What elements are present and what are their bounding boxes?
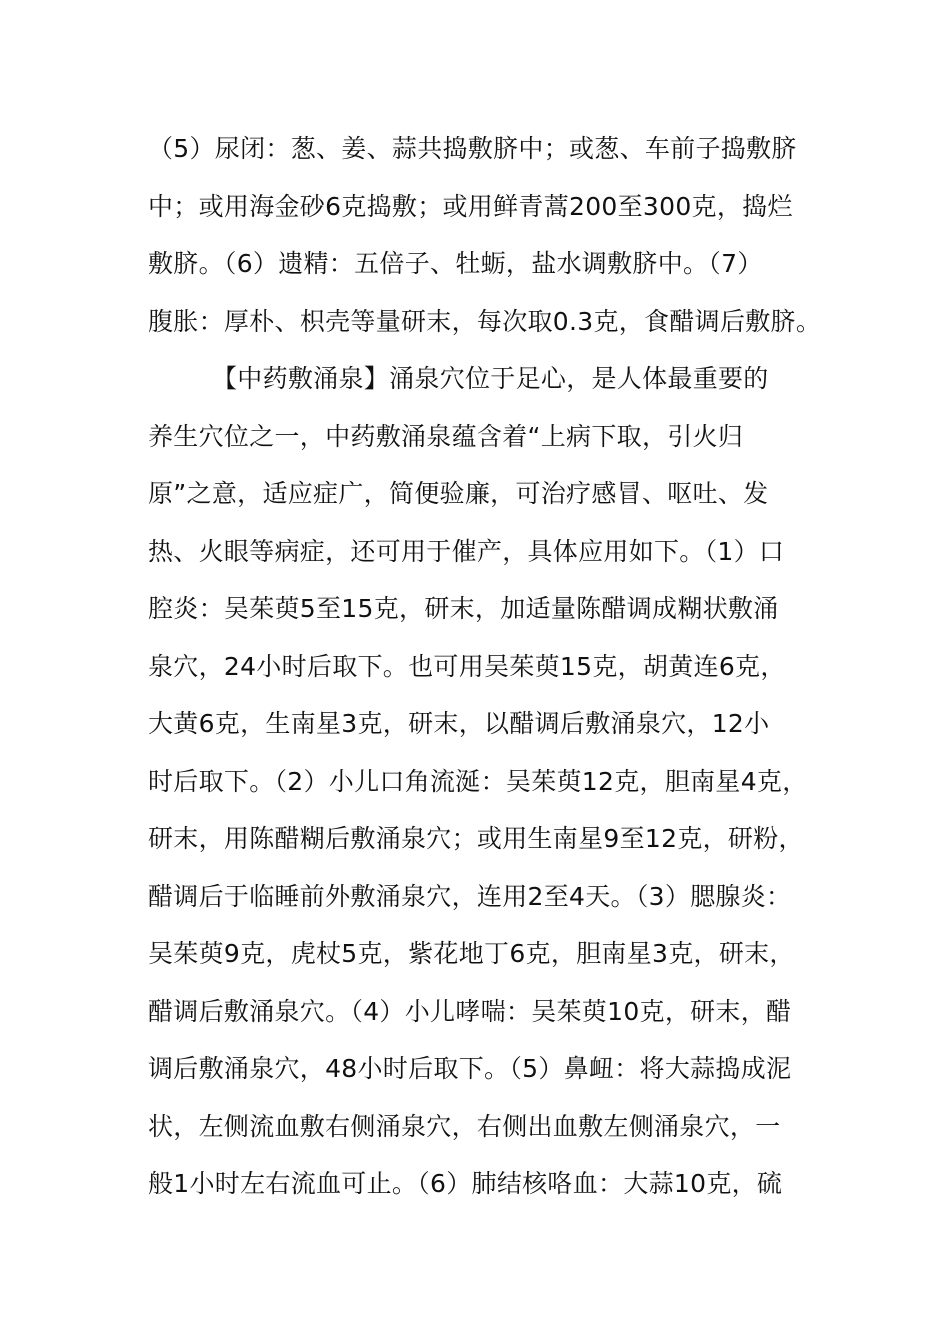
text-line-10: 泉穴，24小时后取下。也可用吴茱萸15克，胡黄连6克，	[148, 652, 786, 681]
section-heading-line: 【中药敷涌泉】涌泉穴位于足心，是人体最重要的	[212, 364, 769, 393]
text-line-6: 养生穴位之一，中药敷涌泉蕴含着“上病下取，引火归	[148, 422, 744, 451]
text-line-14: 醋调后于临睡前外敷涌泉穴，连用2至4天。（3）腮腺炎：	[148, 882, 792, 911]
text-line-11: 大黄6克，生南星3克，研末，以醋调后敷涌泉穴，12小	[148, 709, 770, 738]
text-line-16: 醋调后敷涌泉穴。（4）小儿哮喘：吴茱萸10克，研末，醋	[148, 997, 792, 1026]
text-line-3: 敷脐。（6）遗精：五倍子、牡蛎，盐水调敷脐中。（7）	[148, 249, 763, 278]
text-line-17: 调后敷涌泉穴，48小时后取下。（5）鼻衄：将大蒜捣成泥	[148, 1054, 792, 1083]
text-line-18: 状，左侧流血敷右侧涌泉穴，右侧出血敷左侧涌泉穴，一	[148, 1112, 781, 1141]
text-line-12: 时后取下。（2）小儿口角流涎：吴茱萸12克，胆南星4克，	[148, 767, 808, 796]
text-line-9: 腔炎：吴茱萸5至15克，研末，加适量陈醋调成糊状敷涌	[148, 594, 779, 623]
text-line-15: 吴茱萸9克，虎杖5克，紫花地丁6克，胆南星3克，研末，	[148, 939, 795, 968]
text-line-8: 热、火眼等病症，还可用于催产，具体应用如下。（1）口	[148, 537, 785, 566]
text-line-1: （5）尿闭：葱、姜、蒜共捣敷脐中；或葱、车前子捣敷脐	[148, 134, 797, 163]
text-line-19: 般1小时左右流血可止。（6）肺结核咯血：大蒜10克，硫	[148, 1169, 783, 1198]
text-line-13: 研末，用陈醋糊后敷涌泉穴；或用生南星9至12克，研粉，	[148, 824, 804, 853]
text-line-7: 原”之意，适应症广，简便验廉，可治疗感冒、呕吐、发	[148, 479, 769, 508]
text-line-4: 腹胀：厚朴、枳壳等量研末，每次取0.3克，食醋调后敷脐。	[148, 307, 822, 336]
text-line-2: 中；或用海金砂6克捣敷；或用鲜青蒿200至300克，捣烂	[148, 192, 793, 221]
